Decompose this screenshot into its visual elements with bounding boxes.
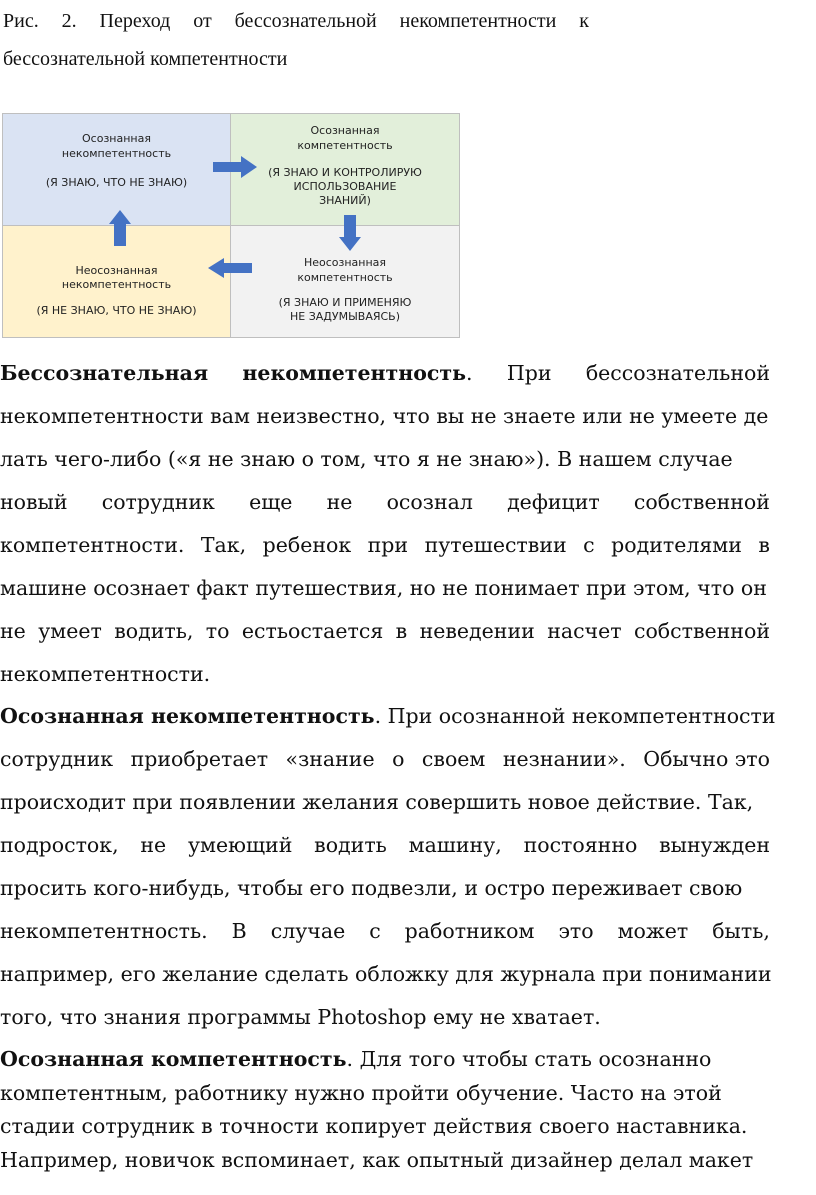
text-word: сотрудник: [101, 490, 215, 514]
text-line: [0, 352, 770, 395]
text-line: Например, новичок вспоминает, как опытный дизайнер делал макет: [0, 1147, 754, 1172]
text-word: Обычно это: [643, 747, 770, 771]
text-word: водить,: [114, 619, 194, 643]
text-word: сотрудник: [0, 747, 114, 771]
quadrant-note: (Я ЗНАЮ И КОНТРОЛИРУЮ: [268, 166, 422, 179]
caption-word: бессознательной: [234, 10, 377, 32]
text-word: случае: [270, 919, 346, 943]
text-span: . Для того чтобы стать осознанно: [346, 1047, 712, 1071]
text-word: с: [583, 533, 595, 557]
quadrant-title: компетентность: [297, 139, 393, 152]
arrow-left-icon: [208, 258, 252, 278]
text-word: осознал: [386, 490, 473, 514]
text-line: например, его желание сделать обложку для журнала при понимании: [0, 962, 772, 986]
text-span: . При осознанной некомпетентности: [374, 704, 776, 728]
text-word: насчет: [547, 619, 622, 643]
text-word: подросток,: [0, 833, 119, 857]
term-heading: некомпетентность: [242, 361, 467, 385]
text-word: собственной: [633, 490, 770, 514]
text-word: машину,: [408, 833, 502, 857]
quadrant-title: некомпетентность: [61, 147, 172, 160]
text-line: [0, 738, 770, 781]
text-word: своем: [421, 747, 486, 771]
text-word: В: [231, 919, 247, 943]
quadrant-note: ИСПОЛЬЗОВАНИЕ: [293, 180, 397, 193]
quadrant-title: Неосознанная: [75, 264, 158, 277]
text-word: Так,: [200, 533, 247, 557]
paragraph-unconscious-incompetence: [0, 352, 770, 696]
text-word: с: [369, 919, 381, 943]
text-word: не: [140, 833, 167, 857]
quadrant-title: Осознанная: [310, 124, 380, 137]
caption-line-1: [3, 2, 589, 40]
text-word: приобретает: [130, 747, 269, 771]
quadrant-note: (Я НЕ ЗНАЮ, ЧТО НЕ ЗНАЮ): [36, 304, 197, 317]
text-line: [0, 824, 770, 867]
quadrant-note: (Я ЗНАЮ И ПРИМЕНЯЮ: [278, 296, 412, 309]
text-word: еще: [249, 490, 293, 514]
text-word: в: [395, 619, 408, 643]
caption-word: Рис.: [3, 10, 39, 32]
text-line: компетентным, работнику нужно пройти обучение. Часто на этой: [0, 1080, 722, 1105]
arrow-down-icon: [339, 215, 361, 251]
text-word: быть,: [712, 919, 770, 943]
text-word: вынужден: [659, 833, 770, 857]
text-word: может: [617, 919, 689, 943]
text-word: о: [392, 747, 405, 771]
text-line: лать чего-либо («я не знаю о том, что я не знаю»). В нашем случае: [0, 447, 733, 471]
quadrant-note: ЗНАНИЙ): [319, 194, 371, 207]
text-line: [0, 695, 776, 738]
text-line: происходит при появлении желания совершить новое действие. Так,: [0, 790, 754, 814]
text-word: .: [466, 361, 473, 385]
text-word: собственной: [633, 619, 770, 643]
term-heading: Осознанная компетентность: [0, 1047, 347, 1071]
arrow-right-icon: [213, 156, 257, 178]
paragraph-conscious-incompetence: [0, 695, 776, 1039]
text-word: путешествии: [424, 533, 567, 557]
text-word: дефицит: [507, 490, 600, 514]
text-line: [0, 610, 770, 653]
text-line: некомпетентности.: [0, 662, 211, 686]
text-word: неведении: [419, 619, 535, 643]
text-word: водить: [314, 833, 387, 857]
text-word: работником: [404, 919, 535, 943]
text-word: бессознательной: [585, 361, 770, 385]
text-line: машине осознает факт путешествия, но не понимает при этом, что он: [0, 576, 767, 600]
quadrant-conscious-competence: [231, 114, 459, 226]
quadrant-title: некомпетентность: [61, 278, 172, 291]
quadrant-title: Осознанная: [82, 132, 151, 145]
text-word: при: [367, 533, 409, 557]
text-word: При: [506, 361, 552, 385]
text-word: умеющий: [187, 833, 293, 857]
text-line: того, что знания программы Photoshop ему не хватает.: [0, 1005, 601, 1029]
caption-word: 2.: [61, 10, 77, 32]
text-word: постоянно: [523, 833, 638, 857]
caption-word: некомпетентности: [399, 10, 557, 32]
text-word: «знание: [285, 747, 375, 771]
text-word: новый: [0, 490, 68, 514]
text-word: компетентности.: [0, 533, 185, 557]
text-line: [0, 524, 770, 567]
text-word: умеет: [38, 619, 102, 643]
caption-word: к: [579, 10, 589, 32]
figure-caption: [3, 2, 603, 78]
text-line: стадии сотрудник в точности копирует действия своего наставника.: [0, 1114, 748, 1138]
text-line: некомпетентности вам неизвестно, что вы не знаете или не умеете де: [0, 404, 769, 428]
text-word: не: [0, 619, 26, 643]
term-heading: Осознанная некомпетентность: [0, 704, 375, 728]
text-line: [0, 910, 770, 953]
text-word: некомпетентность.: [0, 919, 208, 943]
caption-line-2: бессознательной компетентности: [3, 48, 288, 70]
text-line: [0, 481, 770, 524]
text-word: это: [558, 919, 594, 943]
text-line: просить кого-нибудь, чтобы его подвезли, и остро переживает свою: [0, 876, 743, 900]
text-word: ребенок: [262, 533, 352, 557]
term-heading: Бессознательная: [0, 361, 209, 385]
text-word: в: [758, 533, 770, 557]
caption-word: от: [193, 10, 212, 32]
quadrant-title: Неосознанная: [303, 256, 387, 269]
text-word: не: [326, 490, 353, 514]
text-word: то: [205, 619, 230, 643]
text-word: родителями: [611, 533, 742, 557]
paragraph-conscious-competence: [0, 1043, 770, 1177]
text-word: естьостается: [241, 619, 384, 643]
quadrant-note: НЕ ЗАДУМЫВАЯСЬ): [289, 310, 401, 323]
arrow-up-icon: [109, 210, 131, 246]
text-line: [0, 1043, 770, 1077]
quadrant-note: (Я ЗНАЮ, ЧТО НЕ ЗНАЮ): [45, 176, 188, 189]
text-word: незнании».: [502, 747, 626, 771]
competence-diagram: [2, 113, 460, 338]
caption-word: Переход: [99, 10, 171, 32]
quadrant-title: компетентность: [297, 271, 393, 284]
